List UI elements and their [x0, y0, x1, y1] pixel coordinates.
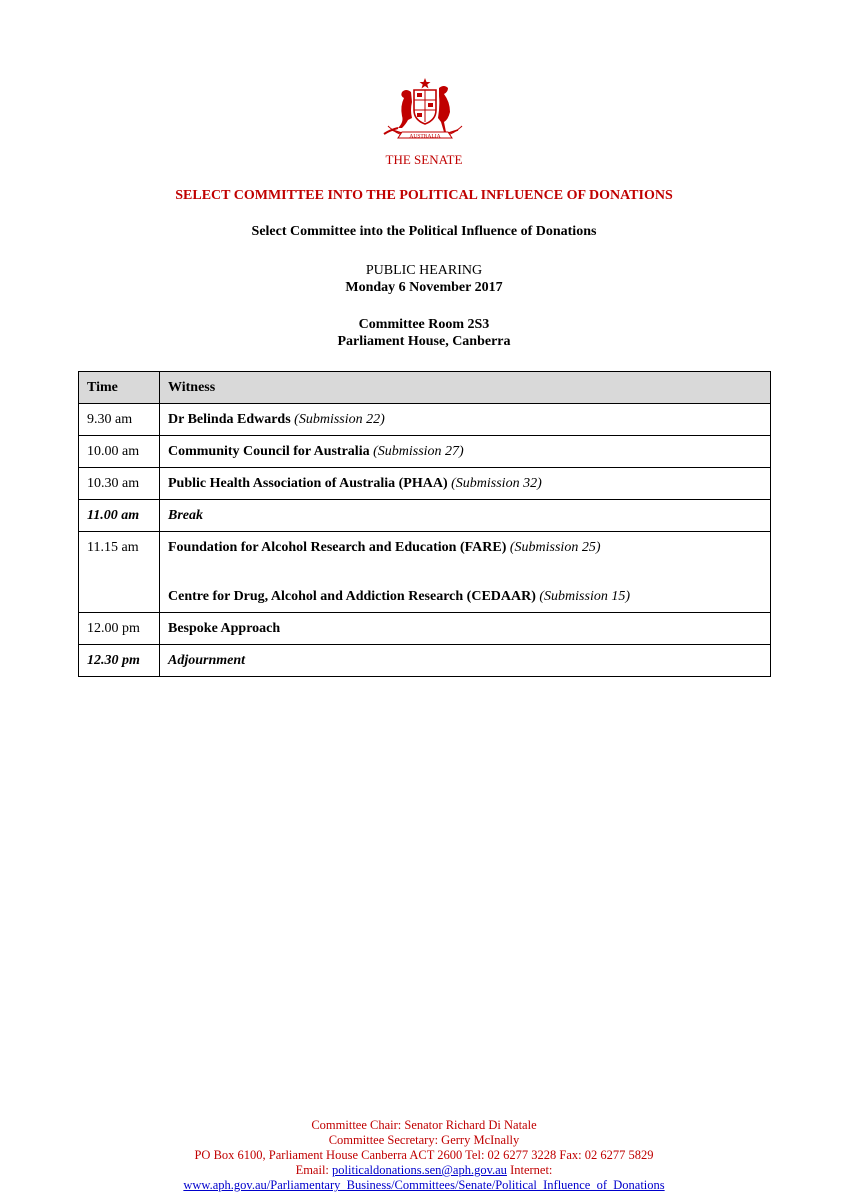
row-witness — [160, 404, 771, 436]
header-time: Time — [79, 372, 160, 404]
submission-ref: (Submission 22) — [294, 412, 385, 427]
witness-entry — [168, 581, 762, 612]
row-witness — [160, 613, 771, 645]
email-link[interactable]: politicaldonations.sen@aph.gov.au — [332, 1163, 507, 1177]
row-break-label: Break — [160, 500, 771, 532]
table-row — [79, 436, 771, 468]
footer-secretary: Committee Secretary: Gerry McInally — [328, 1133, 520, 1147]
hearing-schedule-table — [78, 371, 771, 677]
crest-banner-text: AUSTRALIA — [409, 133, 441, 140]
row-time: 12.00 pm — [79, 613, 160, 645]
witness-name: Dr Belinda Edwards — [168, 412, 291, 427]
row-time: 9.30 am — [79, 404, 160, 436]
header-witness: Witness — [160, 372, 771, 404]
footer-chair: Committee Chair: Senator Richard Di Natale — [311, 1118, 537, 1132]
row-time: 10.00 am — [79, 436, 160, 468]
hearing-date: Monday 6 November 2017 — [345, 280, 503, 295]
footer-email-line — [0, 1163, 848, 1178]
coat-of-arms-crest — [378, 76, 472, 146]
senate-label: THE SENATE — [385, 152, 463, 167]
table-row — [79, 613, 771, 645]
committee-title-red: SELECT COMMITTEE INTO THE POLITICAL INFLUENCE OF DONATIONS — [175, 188, 673, 203]
footer-address: PO Box 6100, Parliament House Canberra ACT 2600 Tel: 02 6277 3228 Fax: 02 6277 5829 — [194, 1148, 654, 1162]
table-row-break — [79, 500, 771, 532]
witness-name: Foundation for Alcohol Research and Education (FARE) — [168, 540, 507, 555]
submission-ref: (Submission 25) — [509, 540, 601, 555]
website-link[interactable]: www.aph.gov.au/Parliamentary_Business/Committees/Senate/Political_Influence_of_Donations — [183, 1178, 665, 1192]
venue-block — [0, 316, 848, 350]
row-time: 11.15 am — [79, 532, 160, 613]
row-time: 11.00 am — [79, 500, 160, 532]
row-witness — [160, 468, 771, 500]
hearing-label: PUBLIC HEARING — [365, 263, 483, 278]
table-row — [79, 532, 771, 613]
row-witness — [160, 436, 771, 468]
table-header-row — [79, 372, 771, 404]
hearing-block — [0, 262, 848, 296]
email-label: Email: — [295, 1163, 329, 1177]
witness-name: Community Council for Australia — [168, 444, 370, 459]
table-row — [79, 468, 771, 500]
row-witness — [160, 532, 771, 613]
submission-ref: (Submission 15) — [539, 589, 631, 604]
venue-location: Parliament House, Canberra — [337, 334, 511, 349]
committee-title: Select Committee into the Political Influence of Donations — [251, 224, 597, 239]
witness-name: Public Health Association of Australia (PHAA) — [168, 476, 448, 491]
internet-label: Internet: — [510, 1163, 553, 1177]
submission-ref: (Submission 27) — [373, 444, 464, 459]
witness-entry — [168, 532, 762, 563]
row-adjournment-label: Adjournment — [160, 645, 771, 677]
witness-name: Centre for Drug, Alcohol and Addiction Research (CEDAAR) — [168, 589, 536, 604]
table-row — [79, 404, 771, 436]
table-row-adjournment — [79, 645, 771, 677]
submission-ref: (Submission 32) — [451, 476, 542, 491]
row-time: 12.30 pm — [79, 645, 160, 677]
venue-room: Committee Room 2S3 — [358, 317, 490, 332]
witness-name: Bespoke Approach — [168, 621, 281, 636]
row-time: 10.30 am — [79, 468, 160, 500]
footer-contact — [0, 1118, 848, 1193]
footer-url-line — [0, 1178, 848, 1193]
